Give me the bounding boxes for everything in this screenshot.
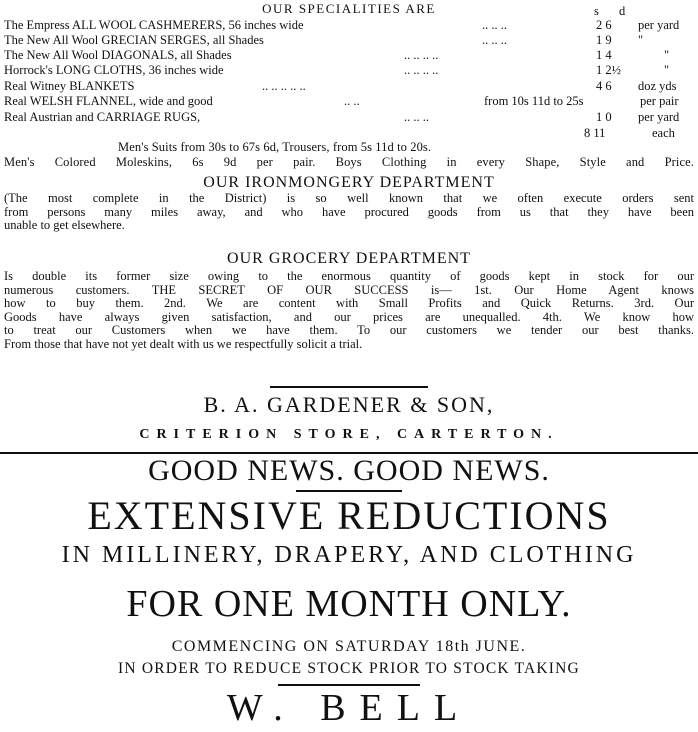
speciality-unit: " — [638, 33, 644, 47]
short-divider — [270, 386, 428, 388]
speciality-price: 1 9 — [596, 33, 612, 47]
speciality-row — [4, 48, 698, 63]
speciality-unit: per yard — [638, 110, 680, 124]
departments-line: IN MILLINERY, DRAPERY, AND CLOTHING — [61, 542, 637, 568]
speciality-row — [4, 94, 698, 109]
grocery-line: Is double its former size owing to the enormous quantity of goods kept in stock for our — [4, 269, 694, 283]
speciality-row — [4, 110, 698, 125]
speciality-price: 2 6 — [596, 18, 612, 32]
column-d-header: d — [619, 4, 626, 18]
speciality-row — [4, 33, 698, 48]
suits-line: Men's Suits from 30s to 67s 6d, Trousers, from 5s 11d to 20s. — [118, 140, 432, 154]
reduce-stock-line: IN ORDER TO REDUCE STOCK PRIOR TO STOCK TAKING — [118, 660, 580, 677]
firm-name: B. A. GARDENER & SON, — [203, 392, 495, 417]
speciality-unit: each — [652, 126, 675, 140]
speciality-price: 1 2½ — [596, 63, 621, 77]
speciality-row — [4, 126, 698, 141]
speciality-leader-dots: .. .. .. — [482, 18, 507, 32]
grocery-line: Goods have always given satisfaction, and our prices are unequalled. 4th. We know how — [4, 309, 694, 324]
bell-name: W. BELL — [226, 687, 472, 729]
speciality-row — [4, 79, 698, 94]
ironmongery-heading: OUR IRONMONGERY DEPARTMENT — [203, 174, 495, 191]
speciality-unit: per yard — [638, 18, 680, 32]
speciality-item: Horrock's LONG CLOTHS, 36 inches wide — [4, 63, 224, 77]
ironmongery-line: unable to get elsewhere. — [4, 218, 125, 232]
one-month-heading: FOR ONE MONTH ONLY. — [126, 583, 572, 625]
speciality-price: 1 4 — [596, 48, 612, 62]
moleskins-line: Men's Colored Moleskins, 6s 9d per pair. Boys Clothing in every Shape, Style and Price. — [4, 155, 694, 169]
speciality-item: Real Witney BLANKETS — [4, 79, 135, 93]
speciality-leader-dots: .. .. .. .. — [404, 48, 439, 62]
speciality-leader-dots: .. .. — [344, 94, 360, 108]
speciality-leader-dots: .. .. .. — [404, 110, 429, 124]
speciality-leader-dots: .. .. .. .. — [404, 63, 439, 77]
speciality-unit: " — [664, 63, 670, 77]
speciality-leader-dots: .. .. .. — [482, 33, 507, 47]
grocery-line: numerous customers. THE SECRET OF OUR SUCCESS is— 1st. Our Home Agent knows — [4, 282, 694, 297]
speciality-item: The New All Wool GRECIAN SERGES, all Shades — [4, 33, 264, 47]
grocery-line: to treat our Customers when we have them. To our customers we tender our best thanks. — [4, 323, 694, 337]
speciality-row — [4, 63, 698, 78]
grocery-heading: OUR GROCERY DEPARTMENT — [227, 250, 471, 267]
speciality-item: Real WELSH FLANNEL, wide and good — [4, 94, 213, 108]
commencing-line: COMMENCING ON SATURDAY 18th JUNE. — [171, 638, 527, 655]
firm-store: CRITERION STORE, CARTERTON. — [139, 427, 559, 442]
speciality-leader-dots: .. .. .. .. .. — [262, 79, 306, 93]
grocery-line: how to buy them. 2nd. We are content with Small Profits and Quick Returns. 3rd. Our — [4, 296, 694, 310]
extensive-reductions-heading: EXTENSIVE REDUCTIONS — [87, 493, 611, 538]
ironmongery-line: (The most complete in the District) is so well known that we often execute orders sent — [4, 191, 694, 205]
speciality-row — [4, 18, 698, 33]
speciality-item: Real Austrian and CARRIAGE RUGS, — [4, 110, 201, 124]
speciality-unit: doz yds — [638, 79, 677, 93]
speciality-item: The New All Wool DIAGONALS, all Shades — [4, 48, 232, 62]
speciality-item: The Empress ALL WOOL CASHMERERS, 56 inches wide — [4, 18, 304, 32]
specialities-title: OUR SPECIALITIES ARE — [262, 1, 436, 16]
ironmongery-text — [4, 192, 694, 233]
speciality-unit: " — [664, 48, 670, 62]
speciality-price: 4 6 — [596, 79, 612, 93]
speciality-price: 8 11 — [584, 126, 606, 140]
ironmongery-line: from persons many miles away, and who have procured goods from us that they have been — [4, 204, 694, 219]
speciality-price: from 10s 11d to 25s — [484, 94, 584, 108]
column-s-header: s — [594, 4, 599, 18]
speciality-unit: per pair — [640, 94, 679, 108]
speciality-price: 1 0 — [596, 110, 612, 124]
grocery-line: From those that have not yet dealt with us we respectfully solicit a trial. — [4, 336, 363, 351]
good-news-heading: GOOD NEWS. GOOD NEWS. — [148, 454, 550, 487]
grocery-text — [4, 270, 694, 351]
